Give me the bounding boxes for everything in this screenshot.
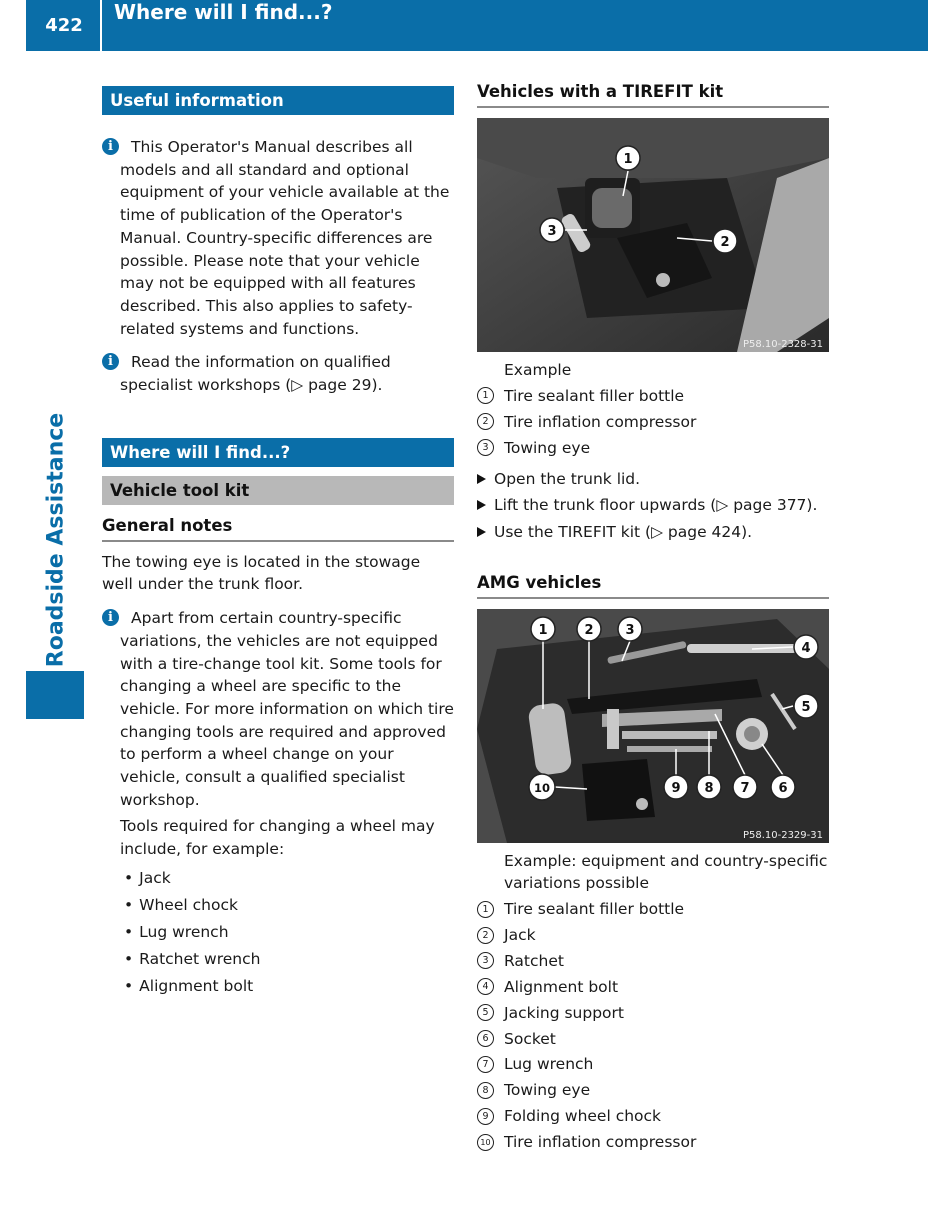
info-note [102,607,454,811]
header-divider [100,0,102,51]
photo-code: P58.10-2328-31 [742,339,823,350]
legend-label: Tire inflation compressor [504,412,697,431]
number-badge: 5 [477,1004,494,1021]
general-notes-heading: General notes [102,516,454,542]
info-icon: i [102,609,119,626]
list-item: • Ratchet wrench [124,946,454,973]
tirefit-heading: Vehicles with a TIREFIT kit [477,82,829,108]
number-badge: 10 [477,1134,494,1151]
amg-caption: Example: equipment and country-specific variations possible [504,852,828,893]
tirefit-legend [477,383,829,461]
legend-label: Towing eye [504,438,591,457]
useful-info-heading: Useful information [102,86,454,115]
amg-legend [477,896,829,1155]
section-subheading: Vehicle tool kit [102,476,454,505]
callout-5-label: 5 [801,700,811,716]
callout-2-label: 2 [720,235,730,250]
list-item [477,974,829,1000]
amg-photo [477,609,829,843]
tirefit-caption: Example [504,361,572,379]
number-badge: 4 [477,978,494,995]
legend-label: Towing eye [504,1081,591,1100]
list-item [477,1000,829,1026]
legend-label: Jacking support [504,1003,624,1022]
tirefit-steps [477,466,829,546]
callout-3-label: 3 [547,224,557,239]
list-item [477,1077,829,1103]
number-badge: 2 [477,413,494,430]
callout-9-label: 9 [671,781,681,797]
number-badge: 3 [477,952,494,969]
step-item [477,492,829,519]
step-text: Lift the trunk floor upwards (▷ page 377). [494,496,818,515]
legend-label: Alignment bolt [504,977,619,996]
list-item [477,1026,829,1052]
list-item: • Lug wrench [124,919,454,946]
list-item [477,1103,829,1129]
callout-2-label: 2 [584,623,594,639]
side-tab-label: Roadside Assistance [43,412,69,668]
side-tab-marker [26,671,84,719]
arrow-icon [477,527,486,537]
step-item [477,466,829,493]
list-item [477,922,829,948]
number-badge: 6 [477,1030,494,1047]
list-item [477,1129,829,1155]
number-badge: 7 [477,1056,494,1073]
step-text: Open the trunk lid. [494,469,641,488]
list-item: • Alignment bolt [124,973,454,1000]
list-item: • Jack [124,865,454,892]
arrow-icon [477,500,486,510]
page-number: 422 [45,15,83,36]
list-item [477,948,829,974]
callout-1-label: 1 [623,152,633,167]
number-badge: 8 [477,1082,494,1099]
info-note-text: This Operator's Manual describes all models and all standard and optional equipment of your vehicle available at the time of publication of the Operator's Manual. Country-specific differences are possible. Please note that your vehicle may not be equipped with all features described. This also applies to safety-related systems and functions. [120,138,450,338]
legend-label: Ratchet [504,951,564,970]
number-badge: 1 [477,901,494,918]
left-column [102,86,454,1000]
info-icon: i [102,353,119,370]
right-column [477,82,829,1155]
section-heading: Where will I find...? [102,438,454,467]
tirefit-photo [477,118,829,352]
legend-label: Tire inflation compressor [504,1133,697,1152]
list-item [477,409,829,435]
photo-code: P58.10-2329-31 [742,830,823,842]
info-note [102,136,454,340]
number-badge: 3 [477,439,494,456]
legend-label: Socket [504,1029,556,1048]
legend-label: Lug wrench [504,1055,594,1074]
callout-7-label: 7 [740,781,750,797]
page-title: Where will I find...? [114,0,333,24]
info-note [102,351,454,396]
legend-label: Tire sealant filler bottle [504,900,685,919]
callout-3-label: 3 [625,623,635,639]
number-badge: 1 [477,387,494,404]
tools-list [102,865,454,1000]
info-note-text: Read the information on qualified specialist workshops (▷ page 29). [120,353,391,395]
callout-10-label: 10 [533,781,551,796]
legend-label: Folding wheel chock [504,1107,662,1126]
number-badge: 9 [477,1108,494,1125]
callout-6-label: 6 [778,781,788,797]
list-item [477,435,829,461]
legend-label: Tire sealant filler bottle [504,386,685,405]
general-notes-text: The towing eye is located in the stowage well under the trunk floor. [102,552,421,594]
callout-8-label: 8 [704,781,714,797]
info-note-text: Apart from certain country-specific variations, the vehicles are not equipped with a tire-change tool kit. Some tools for changing a wheel are specific to the vehicle. For more information on which tire changing tools are required and approved to perform a wheel change on your vehicle, consult a qualified specialist workshop. [120,609,454,809]
callout-1-label: 1 [538,623,548,639]
list-item: • Wheel chock [124,892,454,919]
step-text: Use the TIREFIT kit (▷ page 424). [494,522,753,541]
tools-intro: Tools required for changing a wheel may include, for example: [120,817,435,859]
arrow-icon [477,474,486,484]
info-icon: i [102,138,119,155]
callout-4-label: 4 [801,641,811,657]
legend-label: Jack [504,926,536,944]
amg-heading: AMG vehicles [477,573,829,599]
list-item [477,383,829,409]
number-badge: 2 [477,927,494,944]
list-item [477,1052,829,1078]
list-item [477,896,829,922]
step-item [477,519,829,546]
